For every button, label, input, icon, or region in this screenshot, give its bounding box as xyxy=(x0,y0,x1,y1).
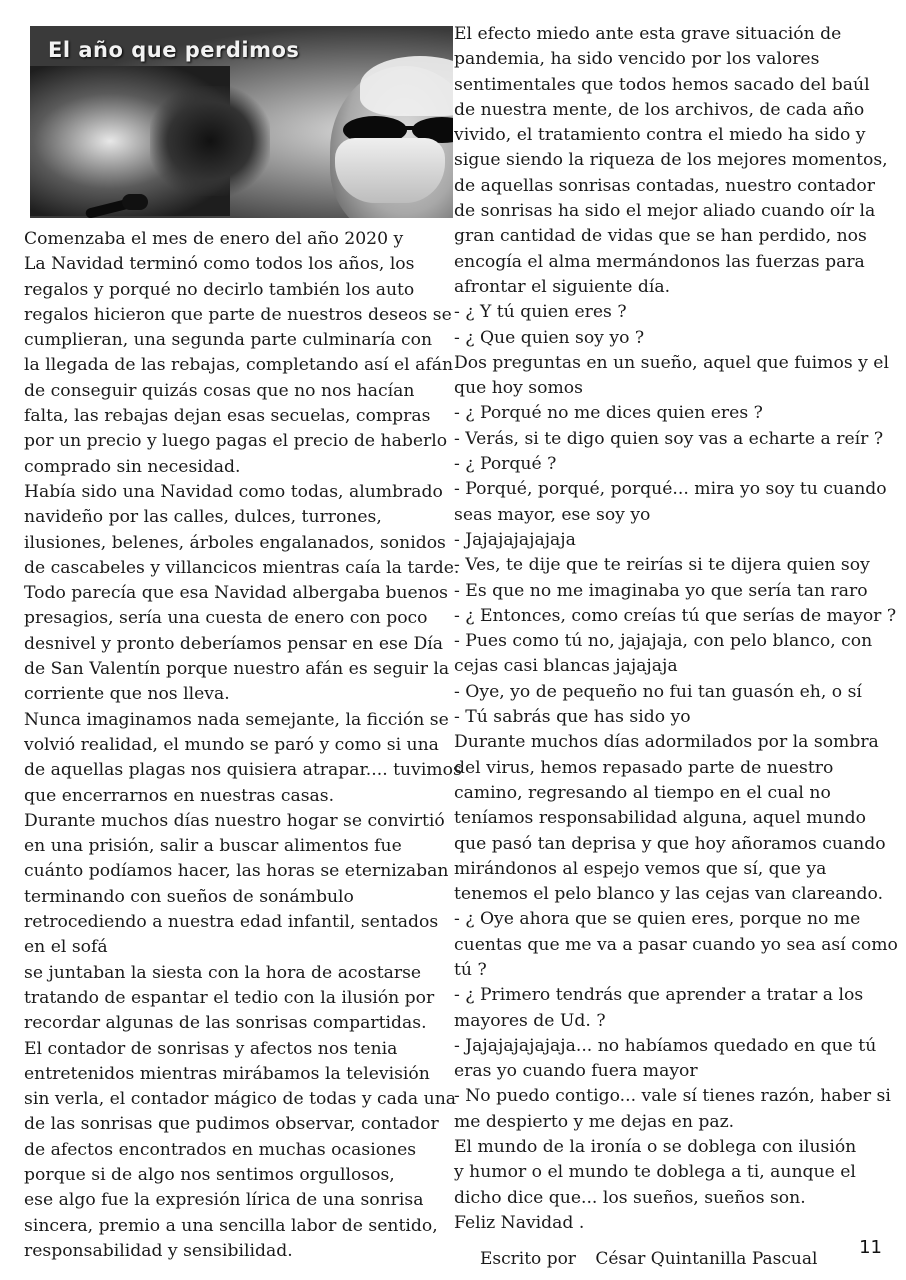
text-line: - No puedo contigo... vale sí tienes razón, haber si xyxy=(454,1086,891,1107)
text-line: regalos y porqué no decirlo también los auto xyxy=(24,279,415,300)
text-line: sin verla, el contador mágico de todas y cada una xyxy=(24,1089,457,1110)
text-line: teníamos responsabilidad alguna, aquel mundo xyxy=(454,808,867,829)
text-line: Nunca imaginamos nada semejante, la ficción se xyxy=(24,709,449,730)
text-line: Dos preguntas en un sueño, aquel que fuimos y el xyxy=(454,352,889,373)
text-line: - ¿ Y tú quien eres ? xyxy=(454,302,627,323)
text-line: - ¿ Porqué ? xyxy=(454,454,557,475)
text-line: sentimentales que todos hemos sacado del baúl xyxy=(454,74,870,95)
text-line: en una prisión, salir a buscar alimentos fue xyxy=(24,836,402,857)
text-line: retrocediendo a nuestra edad infantil, sentados xyxy=(24,912,439,933)
byline-author: César Quintanilla Pascual xyxy=(595,1249,818,1269)
text-line: porque si de algo nos sentimos orgullosos, xyxy=(24,1164,395,1185)
photo-shadow xyxy=(150,86,270,196)
text-line: - ¿ Primero tendrás que aprender a tratar a los xyxy=(454,985,864,1006)
text-line: tenemos el pelo blanco y las cejas van clareando. xyxy=(454,884,884,905)
text-line: de San Valentín porque nuestro afán es seguir la xyxy=(24,659,450,680)
text-line: en el sofá xyxy=(24,937,108,958)
text-line: - Jajajajajajaja... no habíamos quedado en que tú xyxy=(454,1035,877,1056)
text-line: responsabilidad y sensibilidad. xyxy=(24,1240,293,1261)
byline xyxy=(480,1249,817,1269)
photo-microphone xyxy=(122,194,148,210)
text-line: me despierto y me dejas en paz. xyxy=(454,1111,735,1132)
text-line: sincera, premio a una sencilla labor de sentido, xyxy=(24,1215,438,1236)
text-line: Había sido una Navidad como todas, alumbrado xyxy=(24,481,443,502)
text-line: tú ? xyxy=(454,959,487,980)
text-line: - Porqué, porqué, porqué... mira yo soy tu cuando xyxy=(454,479,887,500)
text-line: - Verás, si te digo quien soy vas a echarte a reír ? xyxy=(454,428,884,449)
text-line: - Pues como tú no, jajajaja, con pelo blanco, con xyxy=(454,631,873,652)
text-line: - Tú sabrás que has sido yo xyxy=(454,707,691,728)
text-line: seas mayor, ese soy yo xyxy=(454,504,651,525)
photo-title: El año que perdimos xyxy=(48,38,300,62)
page-number: 11 xyxy=(859,1237,882,1258)
text-line: de las sonrisas que pudimos observar, contador xyxy=(24,1114,439,1135)
text-line: - Jajajajajajaja xyxy=(454,529,576,550)
text-line: que pasó tan deprisa y que hoy añoramos cuando xyxy=(454,833,886,854)
text-line: encogía el alma mermándonos las fuerzas para xyxy=(454,251,865,272)
text-line: por un precio y luego pagas el precio de haberlo xyxy=(24,431,448,452)
text-line: El contador de sonrisas y afectos nos tenia xyxy=(24,1038,398,1059)
text-line: mirándonos al espejo vemos que sí, que ya xyxy=(454,858,827,879)
text-line: cuentas que me va a pasar cuando yo sea así como xyxy=(454,934,898,955)
text-line: mayores de Ud. ? xyxy=(454,1010,606,1031)
text-line: corriente que nos lleva. xyxy=(24,684,230,705)
byline-label: Escrito por xyxy=(480,1249,576,1269)
text-line: afrontar el siguiente día. xyxy=(454,276,671,297)
text-line: sigue siendo la riqueza de los mejores momentos, xyxy=(454,150,888,171)
text-line: navideño por las calles, dulces, turrones, xyxy=(24,507,382,528)
text-line: Todo parecía que esa Navidad albergaba buenos xyxy=(24,583,448,604)
text-line: Durante muchos días nuestro hogar se convirtió xyxy=(24,810,445,831)
text-line: tratando de espantar el tedio con la ilusión por xyxy=(24,987,435,1008)
text-line: El mundo de la ironía o se doblega con ilusión xyxy=(454,1137,857,1158)
text-line: camino, regresando al tiempo en el cual no xyxy=(454,782,831,803)
text-line: se juntaban la siesta con la hora de acostarse xyxy=(24,962,422,983)
text-line: pandemia, ha sido vencido por los valores xyxy=(454,49,820,70)
text-line: cejas casi blancas jajajaja xyxy=(454,656,678,677)
text-line: y humor o el mundo te doblega a ti, aunque el xyxy=(454,1162,856,1183)
text-line: ilusiones, belenes, árboles engalanados, sonidos xyxy=(24,532,446,553)
text-line: vivido, el tratamiento contra el miedo ha sido y xyxy=(454,125,866,146)
text-line: de aquellas sonrisas contadas, nuestro contador xyxy=(454,175,875,196)
text-line: de afectos encontrados en muchas ocasiones xyxy=(24,1139,417,1160)
text-line: Feliz Navidad . xyxy=(454,1212,585,1233)
text-line: Comenzaba el mes de enero del año 2020 y xyxy=(24,229,404,249)
text-line: presagios, sería una cuesta de enero con poco xyxy=(24,608,428,629)
text-line: de conseguir quizás cosas que no nos hacían xyxy=(24,380,415,401)
text-line: dicho dice que... los sueños, sueños son. xyxy=(454,1187,806,1208)
text-line: - ¿ Entonces, como creías tú que serías de mayor ? xyxy=(454,605,897,626)
text-line: falta, las rebajas dejan esas secuelas, compras xyxy=(24,406,431,427)
text-line: que hoy somos xyxy=(454,378,583,399)
text-line: - ¿ Que quien soy yo ? xyxy=(454,327,645,348)
text-line: de sonrisas ha sido el mejor aliado cuando oír la xyxy=(454,201,876,222)
text-line: volvió realidad, el mundo se paró y como si una xyxy=(24,734,439,755)
text-line: - ¿ Porqué no me dices quien eres ? xyxy=(454,403,763,424)
text-line: de cascabeles y villancicos mientras caía la tarde. xyxy=(24,557,460,578)
text-line: cumplieran, una segunda parte culminaría con xyxy=(24,330,433,351)
text-line: comprado sin necesidad. xyxy=(24,456,241,477)
text-line: desnivel y pronto deberíamos pensar en ese Día xyxy=(24,633,444,654)
text-line: eras yo cuando fuera mayor xyxy=(454,1061,698,1082)
text-line: regalos hicieron que parte de nuestros deseos se xyxy=(24,304,452,325)
text-line: - Es que no me imaginaba yo que sería tan raro xyxy=(454,580,868,601)
text-line: - Ves, te dije que te reirías si te dijera quien soy xyxy=(454,555,870,576)
text-line: terminando con sueños de sonámbulo xyxy=(24,886,354,907)
text-line: recordar algunas de las sonrisas compartidas. xyxy=(24,1013,427,1034)
text-line: gran cantidad de vidas que se han perdido, nos xyxy=(454,226,867,247)
text-line: de nuestra mente, de los archivos, de cada año xyxy=(454,99,865,120)
text-line: de aquellas plagas nos quisiera atrapar.... tuvimos xyxy=(24,760,462,781)
right-column xyxy=(454,22,898,1236)
article-photo xyxy=(30,26,453,218)
text-line: Durante muchos días adormilados por la sombra xyxy=(454,732,879,753)
text-line: - Oye, yo de pequeño no fui tan guasón eh, o sí xyxy=(454,681,862,702)
text-line: la llegada de las rebajas, completando así el afán xyxy=(24,355,454,376)
text-line: del virus, hemos repasado parte de nuestro xyxy=(454,757,834,778)
text-line: entretenidos mientras mirábamos la televisión xyxy=(24,1063,430,1084)
photo-man-hair xyxy=(360,56,453,116)
text-line: El efecto miedo ante esta grave situación de xyxy=(454,24,842,44)
text-line: La Navidad terminó como todos los años, los xyxy=(24,254,415,275)
photo-face-mask xyxy=(335,138,445,203)
text-line: ese algo fue la expresión lírica de una sonrisa xyxy=(24,1190,424,1211)
text-line: - ¿ Oye ahora que se quien eres, porque no me xyxy=(454,909,861,930)
text-line: que encerrarnos en nuestras casas. xyxy=(24,785,335,806)
text-line: cuánto podíamos hacer, las horas se eternizaban xyxy=(24,861,449,882)
left-column xyxy=(24,227,462,1264)
